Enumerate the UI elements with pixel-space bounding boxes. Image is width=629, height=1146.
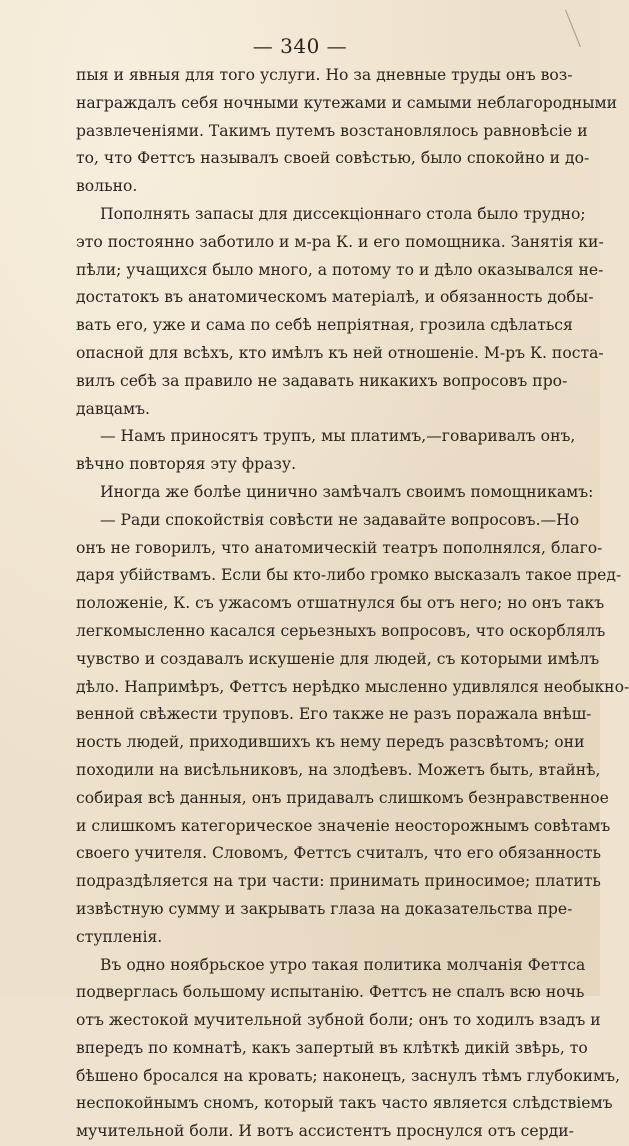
text-line: развлеченіями. Такимъ путемъ возстановлялось равновѣсіе и	[76, 121, 588, 140]
body-text	[76, 62, 629, 1146]
text-line: — Намъ приносятъ трупъ, мы платимъ,—говаривалъ онъ,	[100, 427, 576, 446]
text-line: подраздѣляется на три части: принимать приносимое; платить	[76, 872, 601, 891]
text-line: вилъ себѣ за правило не задавать никакихъ вопросовъ про-	[76, 371, 568, 390]
text-line: мучительной боли. И вотъ ассистентъ проснулся отъ серди-	[76, 1122, 574, 1141]
text-line: Въ одно ноябрьское утро такая политика молчанія Феттса	[100, 955, 586, 974]
text-line: — Ради спокойствія совѣсти не задавайте вопросовъ.—Но	[100, 510, 580, 529]
text-line: Пополнять запасы для диссекціоннаго стола было трудно;	[100, 204, 586, 223]
text-line: венной свѣжести труповъ. Его также не разъ поражала внѣш-	[76, 705, 592, 724]
text-line: то, что Феттсъ называлъ своей совѣстью, было спокойно и до-	[76, 149, 590, 168]
text-line: чувство и создавалъ искушеніе для людей, съ которыми имѣлъ	[76, 649, 600, 668]
text-line: ность людей, приходившихъ къ нему передъ разсвѣтомъ; они	[76, 733, 585, 752]
text-line: и слишкомъ категорическое значеніе неосторожнымъ совѣтамъ	[76, 816, 611, 835]
text-line: дѣло. Напримѣръ, Феттсъ нерѣдко мысленно удивлялся необыкно-	[76, 677, 629, 696]
text-line: вѣчно повторяя эту фразу.	[76, 455, 297, 474]
text-line: впередъ по комнатѣ, какъ запертый въ клѣткѣ дикій звѣрь, то	[76, 1038, 588, 1057]
text-line: это постоянно заботило и м-ра К. и его помощника. Занятія ки-	[76, 232, 604, 251]
text-line: походили на висѣльниковъ, на злодѣевъ. Можетъ быть, втайнѣ,	[76, 760, 601, 779]
text-line: извѣстную сумму и закрывать глаза на доказательства пре-	[76, 899, 573, 918]
text-line: онъ не говорилъ, что анатомическій театръ пополнялся, благо-	[76, 538, 603, 557]
text-line: опасной для всѣхъ, кто имѣлъ къ ней отношеніе. М-ръ К. поста-	[76, 343, 604, 362]
text-line: пѣли; учащихся было много, а потому то и дѣло оказывался не-	[76, 260, 604, 279]
page-number: — 340 —	[252, 34, 348, 58]
text-line: неспокойнымъ сномъ, который такъ часто является слѣдствіемъ	[76, 1094, 613, 1113]
text-line: вольно.	[76, 177, 138, 196]
text-line: положеніе, К. съ ужасомъ отшатнулся бы отъ него; но онъ такъ	[76, 594, 605, 613]
text-line: отъ жестокой мучительной зубной боли; онъ то ходилъ взадъ и	[76, 1011, 601, 1030]
text-line: даря убійствамъ. Если бы кто-либо громко высказалъ такое пред-	[76, 566, 622, 585]
text-line: пыя и явныя для того услуги. Но за дневные труды онъ воз-	[76, 66, 573, 84]
text-line: давцамъ.	[76, 399, 151, 418]
text-line: собирая всѣ данныя, онъ придавалъ слишкомъ безнравственное	[76, 788, 609, 807]
text-line: ступленія.	[76, 927, 163, 946]
text-line: бѣшено бросался на кровать; наконецъ, заснулъ тѣмъ глубокимъ,	[76, 1066, 621, 1085]
text-line: награждалъ себя ночными кутежами и самыми неблагородными	[76, 93, 618, 112]
text-line: Иногда же болѣе цинично замѣчалъ своимъ помощникамъ:	[100, 482, 594, 501]
text-line: легкомысленно касался серьезныхъ вопросовъ, что оскорблялъ	[76, 621, 606, 640]
text-line: достатокъ въ анатомическомъ матеріалѣ, и обязанность добы-	[76, 288, 594, 307]
text-line: вать его, уже и сама по себѣ непріятная, грозила сдѣлаться	[76, 316, 573, 335]
text-line: своего учителя. Словомъ, Феттсъ считалъ, что его обязанность	[76, 844, 601, 863]
text-line: подверглась большому испытанію. Феттсъ не спалъ всю ночь	[76, 983, 585, 1002]
